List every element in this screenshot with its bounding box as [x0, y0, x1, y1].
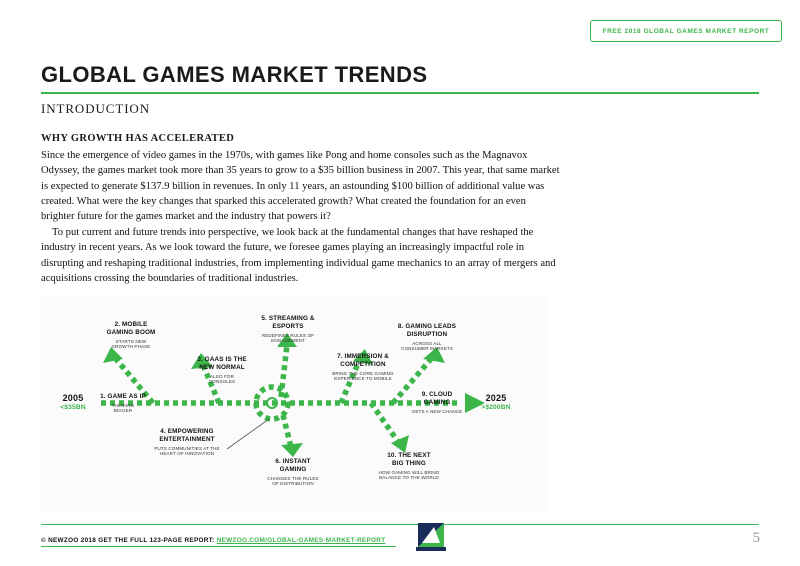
trend-item-2-title: 2. MOBILE GAMING BOOM — [106, 321, 156, 337]
end-year-value: >$200BN — [481, 404, 511, 411]
trend-item-2 — [93, 321, 169, 350]
start-year: 2005 — [62, 393, 84, 403]
page-number: 5 — [752, 530, 760, 546]
trend-item-9-sub: GETS A NEW CHANCE — [411, 408, 463, 414]
trend-item-5-sub: REDEFINES RULES OF ENGAGEMENT — [261, 332, 315, 344]
trends-roadmap-infographic — [41, 297, 548, 512]
report-badge-label: FREE 2018 GLOBAL GAMES MARKET REPORT — [602, 27, 770, 35]
trend-item-5-title: 5. STREAMING & ESPORTS — [261, 315, 315, 331]
newzoo-logo — [414, 519, 450, 553]
trend-item-9-title: 9. CLOUD GAMING — [421, 391, 453, 407]
subsection-heading: WHY GROWTH HAS ACCELERATED — [41, 133, 235, 144]
trend-item-6-title: 6. INSTANT GAMING — [275, 458, 311, 474]
report-badge[interactable] — [590, 20, 782, 42]
trend-item-3-sub: ALSO FOR CONSOLES — [208, 373, 236, 385]
trend-item-4-sub: PUTS COMMUNITIES AT THE HEART OF INNOVATION — [154, 445, 220, 457]
trend-item-10-title: 10. THE NEXT BIG THING — [387, 452, 431, 468]
trend-item-7-sub: BRING THE CORE GAMING EXPERIENCE TO MOBILE — [332, 370, 394, 382]
trend-item-10-sub: HOW GAMING WILL BRING BALANCE TO THE WORLD — [378, 469, 440, 481]
trend-item-1 — [85, 393, 161, 414]
section-heading: INTRODUCTION — [41, 101, 151, 116]
trend-item-3-title: 3. GAAS IS THE NEW NORMAL — [197, 356, 247, 372]
paragraph-1: Since the emergence of video games in the 1970s, with games like Pong and home consoles such as the Magnavox Odyssey, the games market took more than 35 years to grow to a $35 billion business in 2007. This year, that same market is expected to generate $137.9 billion in revenues. In only 11 years, an astounding $100 billion of additional value was created. What were the key changes that sparked this accelerated growth? What created the foundation for an even brighter future for the games market and the industry that powers it? — [41, 150, 560, 223]
title-divider — [41, 92, 759, 94]
trend-item-5 — [243, 315, 333, 344]
footer-copyright-text: © NEWZOO 2018 GET THE FULL 123-PAGE REPORT: — [41, 537, 215, 544]
end-year: 2025 — [485, 393, 507, 403]
trend-item-4-title: 4. EMPOWERING ENTERTAINMENT — [159, 428, 215, 444]
trend-item-8-sub: ACROSS ALL CONSUMER MARKETS — [401, 340, 453, 352]
footer-divider — [41, 524, 759, 525]
start-year-value: <$35BN — [60, 404, 86, 411]
trend-item-9 — [397, 391, 477, 414]
footer-underline — [41, 546, 396, 547]
trend-item-2-sub: STARTS NEW GROWTH PHASE — [111, 338, 151, 350]
trend-item-8-title: 8. GAMING LEADS DISRUPTION — [397, 323, 457, 339]
trend-item-10 — [359, 452, 459, 481]
page-title: GLOBAL GAMES MARKET TRENDS — [41, 62, 428, 87]
trend-item-8 — [379, 323, 475, 352]
footer-copyright — [41, 537, 385, 544]
trend-item-7-title: 7. IMMERSION & COMPETITION — [337, 353, 389, 369]
paragraph-2: To put current and future trends into perspective, we look back at the fundamental changes that have reshaped the industry in recent years. As we look toward the future, we foresee games playing an increasingly impactful role in disrupting and reshaping traditional industries, from implementing individual game mechanics to an array of mergers and acquisitions crossing the boundaries of traditional industries. — [41, 227, 556, 284]
trend-item-7 — [313, 353, 413, 382]
trend-item-6-sub: CHANGES THE RULES OF DISTRIBUTION — [267, 475, 319, 487]
trend-item-3 — [181, 356, 263, 385]
trend-item-6 — [249, 458, 337, 487]
trend-item-4 — [137, 428, 237, 457]
footer-report-link[interactable]: NEWZOO.COM/GLOBAL-GAMES-MARKET-REPORT — [216, 537, 386, 544]
trend-item-1-sub: THINKING BIGGER — [111, 402, 135, 414]
trend-item-1-title: 1. GAME AS IP — [100, 393, 146, 400]
